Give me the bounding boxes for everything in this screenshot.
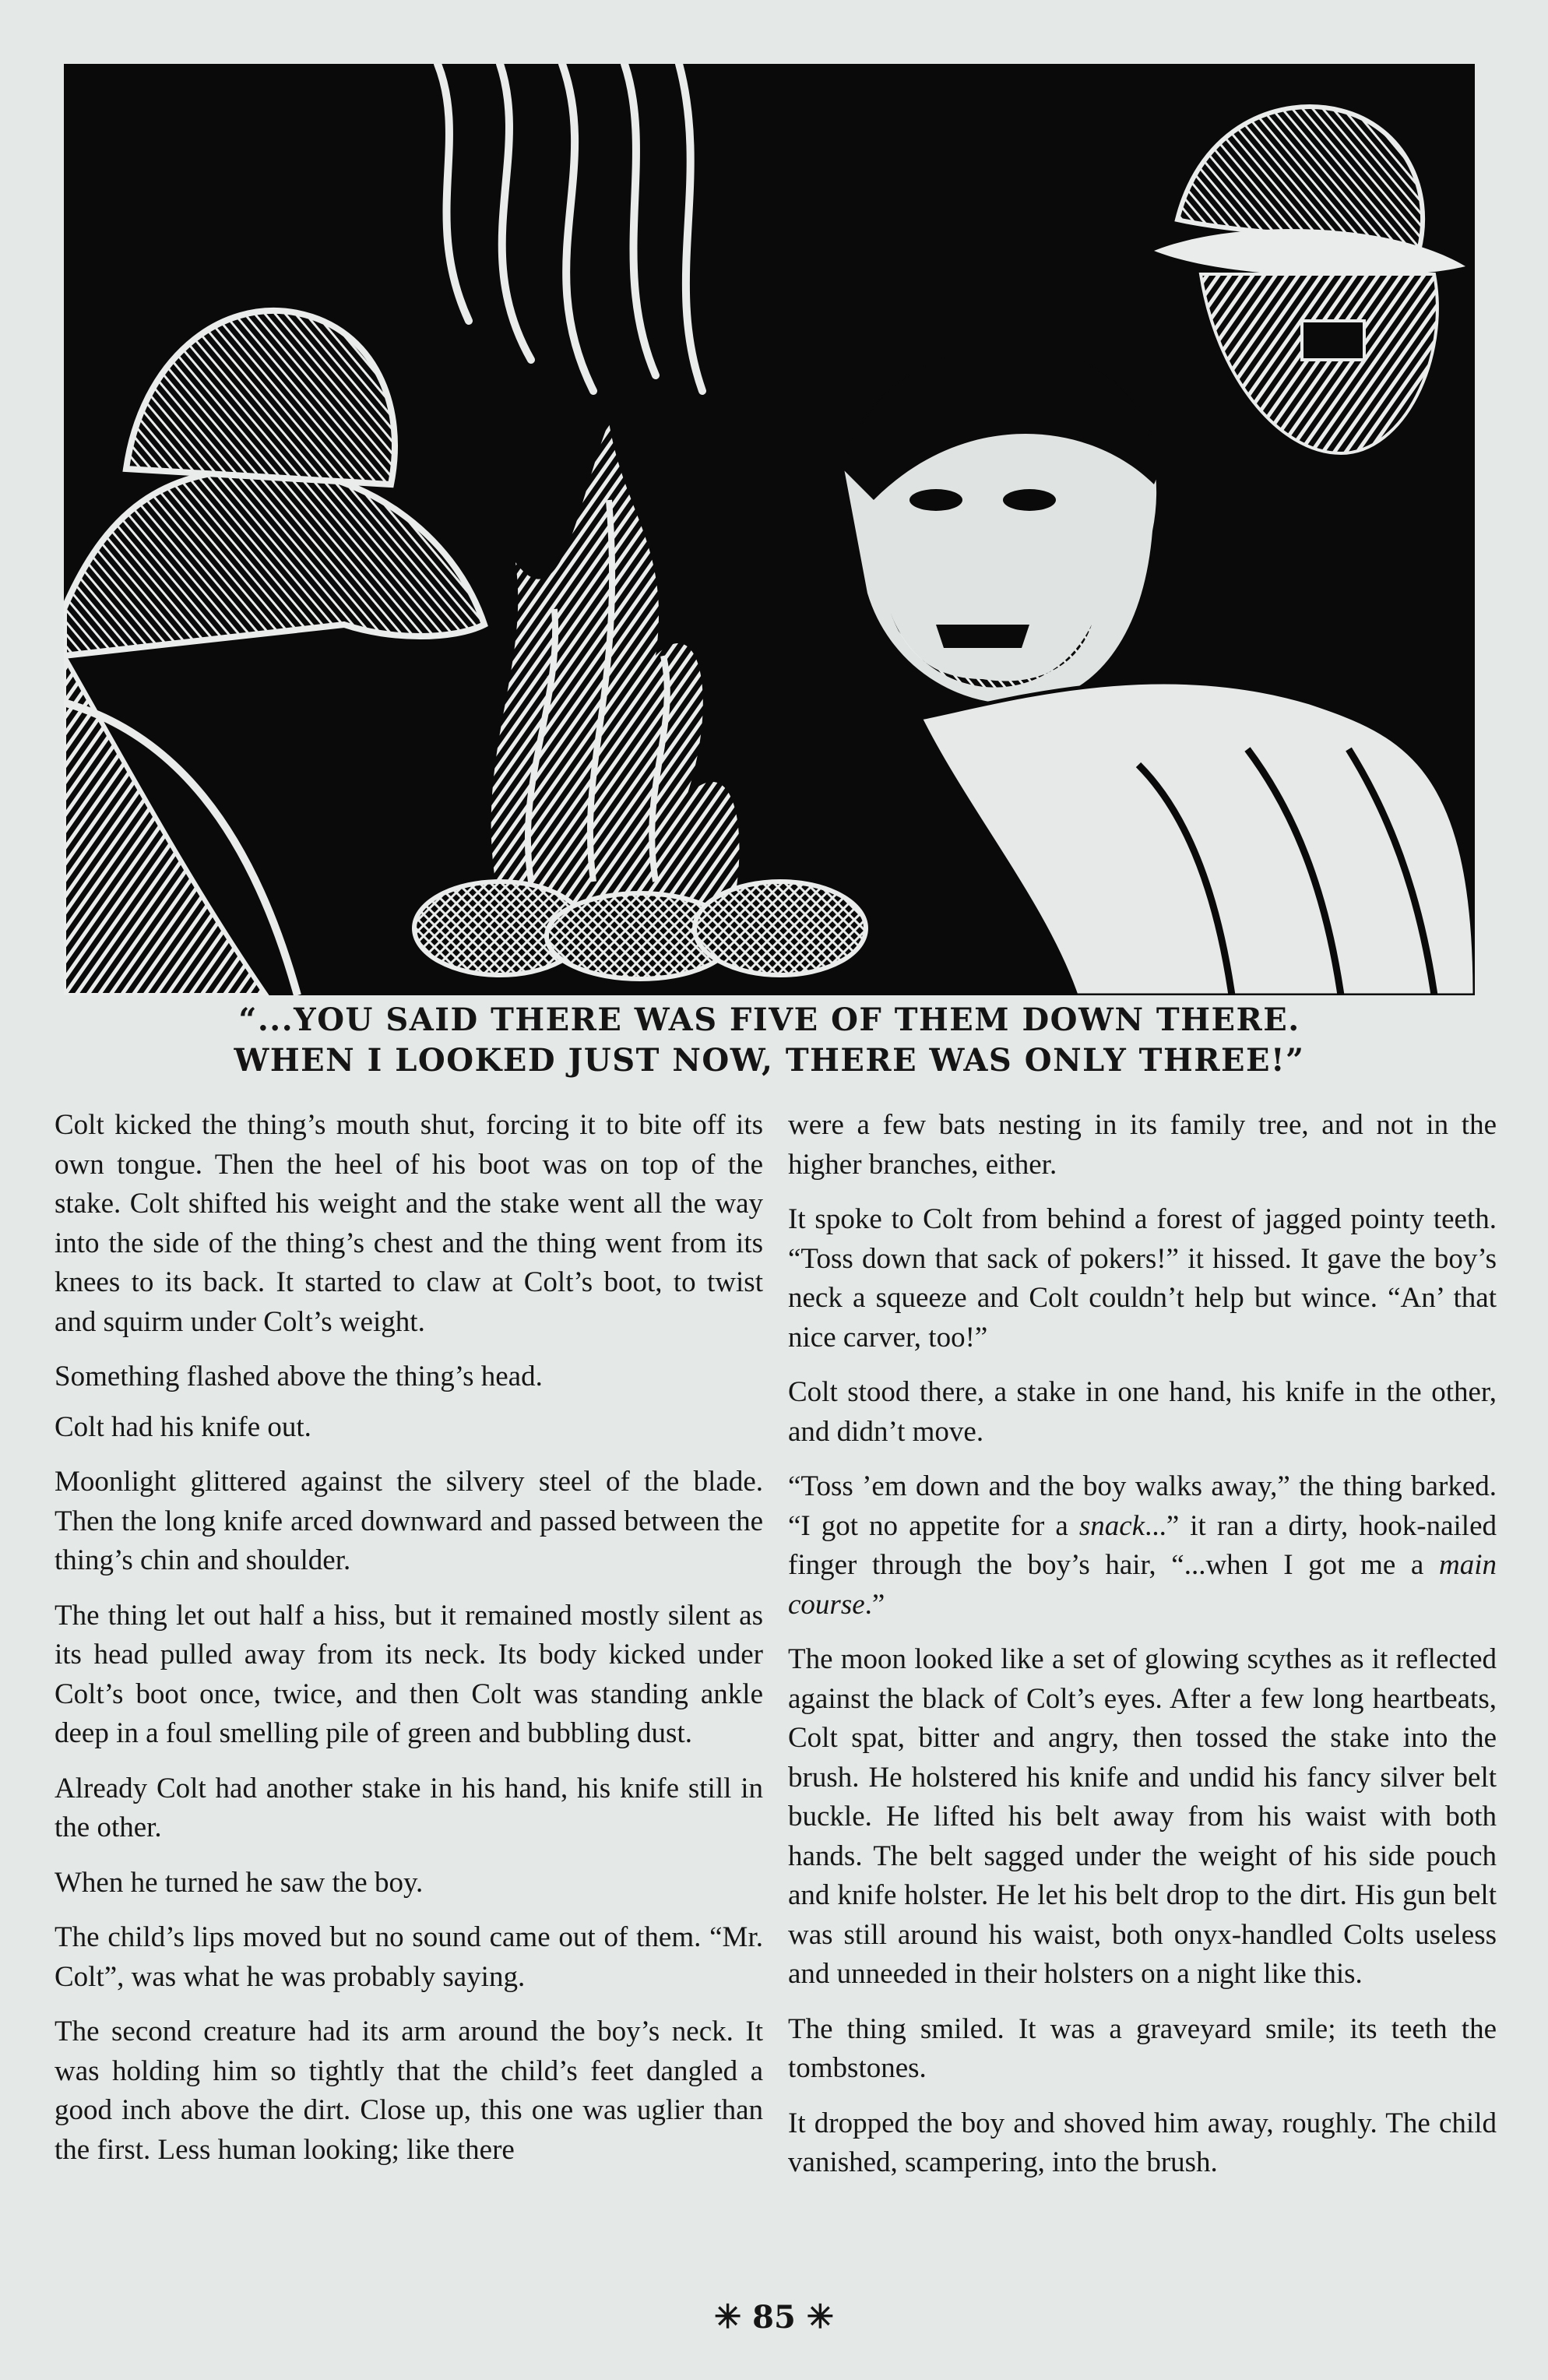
paragraph: The moon looked like a set of glowing scythes as it reflected against the black of Colt’s eyes. After a few long heartbeats, Colt spat, bitter and angry, then tossed the stake into the brush. He holstered his knife and undid his fancy silver belt buckle. He lifted his belt away from his waist with both hands. The belt sagged under the weight of his side pouch and knife holster. He let his belt drop to the dirt. His gun belt was still around his waist, both onyx-handled Colts useless and unneeded in their holsters on a night like this.	[788, 1643, 1497, 1990]
text-run: ...” it ran a dirty, hook-nailed finger through the boy’s hair, “...when I got me a	[788, 1509, 1497, 1581]
illustration-caption	[64, 1000, 1475, 1081]
paragraph: The thing smiled. It was a graveyard smile; its teeth the tombstones.	[788, 2012, 1497, 2084]
paragraph: Moonlight glittered against the silvery steel of the blade. Then the long knife arced downward and passed between the thing’s chin and shoulder.	[55, 1466, 763, 1576]
paragraph: Colt stood there, a stake in one hand, his knife in the other, and didn’t move.	[788, 1376, 1497, 1448]
text-run: “Toss ’em down and the boy walks away,” the thing barked. “I got no appetite for a	[788, 1470, 1497, 1542]
right-text-column	[788, 1106, 1497, 2199]
page-footer	[0, 2297, 1548, 2336]
caption-line-2: WHEN I LOOKED JUST NOW, THERE WAS ONLY THREE!”	[234, 1042, 1305, 1079]
asterisk-ornament-icon: ✳	[714, 2297, 742, 2336]
paragraph	[788, 1467, 1497, 1625]
left-text-column	[55, 1106, 763, 2185]
paragraph: Something flashed above the thing’s head.	[55, 1361, 543, 1392]
text-run: .”	[864, 1588, 885, 1621]
emphasis-snack: snack	[1078, 1509, 1145, 1542]
paragraph: Colt had his knife out.	[55, 1410, 311, 1443]
paragraph: It spoke to Colt from behind a forest of jagged pointy teeth. “Toss down that sack of pokers!” it hissed. It gave the boy’s neck a squeeze and Colt couldn’t help but wince. “An’ that nice carver, too!”	[788, 1203, 1497, 1354]
paragraph: It dropped the boy and shoved him away, roughly. The child vanished, scampering, into the brush.	[788, 2107, 1497, 2178]
campfire-scene-illustration-icon	[64, 64, 1475, 995]
paragraph: The thing let out half a hiss, but it remained mostly silent as its head pulled away from its neck. Its body kicked under Colt’s boot once, twice, and then Colt was standing ankle deep in a foul smelling pile of green and bubbling dust.	[55, 1599, 763, 1749]
emphasis-main-course: main course	[788, 1549, 1497, 1621]
paragraph: The child’s lips moved but no sound came out of them. “Mr. Colt”, was what he was probably saying.	[55, 1921, 763, 1993]
paragraph: The second creature had its arm around the boy’s neck. It was holding him so tightly that the child’s feet dangled a good inch above the dirt. Close up, this one was uglier than the first. Less human looking; like there	[55, 2016, 763, 2166]
campfire-illustration	[64, 64, 1475, 995]
paragraph: Colt kicked the thing’s mouth shut, forcing it to bite off its own tongue. Then the heel of his boot was on top of the stake. Colt shifted his weight and the stake went all the way into the side of the thing’s chest and the thing went from its knees to its back. It started to claw at Colt’s boot, to twist and squirm under Colt’s weight.	[55, 1109, 763, 1338]
page-number: 85	[752, 2299, 796, 2336]
paragraph: Already Colt had another stake in his hand, his knife still in the other.	[55, 1772, 763, 1843]
caption-line-1: “...YOU SAID THERE WAS FIVE OF THEM DOWN THERE.	[238, 1002, 1300, 1038]
asterisk-ornament-icon: ✳	[806, 2297, 834, 2336]
paragraph: were a few bats nesting in its family tree, and not in the higher branches, either.	[788, 1109, 1497, 1181]
paragraph: When he turned he saw the boy.	[55, 1866, 424, 1899]
